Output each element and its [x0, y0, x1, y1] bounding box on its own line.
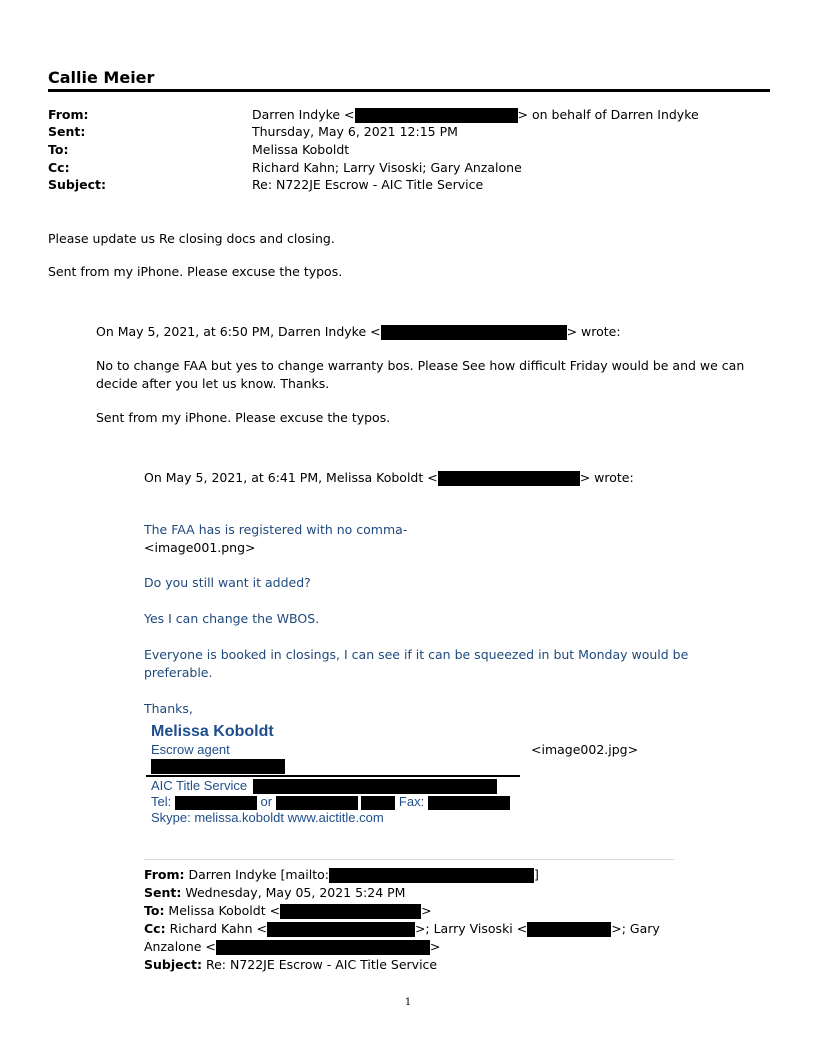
- page-number: 1: [404, 997, 412, 1008]
- fwd-from-label: From:: [144, 867, 185, 882]
- image002-placeholder: <image002.jpg>: [531, 742, 639, 757]
- quote1-intro-prefix: On May 5, 2021, at 6:50 PM, Darren Indyke <: [96, 324, 381, 339]
- redacted-email: [355, 108, 518, 123]
- cc-label: Cc:: [48, 160, 70, 175]
- fwd-from: [144, 867, 539, 883]
- to-value: Melissa Koboldt: [252, 142, 350, 157]
- redacted-ext: [361, 796, 395, 810]
- tel-label: Tel:: [151, 794, 172, 809]
- fwd-to-end: >: [421, 903, 432, 918]
- quote1-para-line-2: decide after you let us know. Thanks.: [96, 376, 330, 391]
- from-value: [252, 107, 699, 123]
- image001-placeholder: <image001.png>: [144, 540, 256, 555]
- or-label: or: [260, 794, 273, 809]
- fwd-cc-mid2: >; Gary: [611, 921, 660, 936]
- fwd-from-end: ]: [533, 867, 539, 882]
- body-line-1: Please update us Re closing docs and closing.: [48, 231, 335, 246]
- redacted-tel-2: [276, 796, 358, 810]
- fwd-cc-line-2: [144, 939, 440, 955]
- subject-label: Subject:: [48, 177, 106, 192]
- signature-name: Melissa Koboldt: [151, 723, 274, 740]
- signature-skype: Skype: melissa.koboldt www.aictitle.com: [151, 810, 384, 825]
- quote2-line-1: The FAA has is registered with no comma-: [144, 522, 408, 537]
- quote1-intro: [96, 324, 621, 340]
- fwd-sent-label: Sent:: [144, 885, 182, 900]
- sent-label: Sent:: [48, 124, 86, 139]
- signature-phones: [151, 794, 510, 810]
- to-label: To:: [48, 142, 69, 157]
- subject-value: Re: N722JE Escrow - AIC Title Service: [252, 177, 484, 192]
- title-rule: [48, 89, 770, 92]
- redacted-email: [381, 325, 567, 340]
- fwd-to-label: To:: [144, 903, 165, 918]
- redacted-email: [216, 940, 430, 955]
- fwd-cc-end: >: [429, 939, 441, 954]
- quote1-signoff: Sent from my iPhone. Please excuse the typos.: [96, 410, 391, 425]
- redacted-email: [280, 904, 421, 919]
- quote1-para-line-1: No to change FAA but yes to change warranty bos. Please See how difficult Friday would be and we can: [96, 358, 745, 373]
- quote2-intro-prefix: On May 5, 2021, at 6:41 PM, Melissa Koboldt <: [144, 470, 438, 485]
- from-label: From:: [48, 107, 89, 122]
- company-name: AIC Title Service: [151, 778, 248, 793]
- fwd-to-value: Melissa Koboldt <: [164, 903, 281, 918]
- quote2-line-4a: Everyone is booked in closings, I can see if it can be squeezed in but Monday would be: [144, 647, 689, 662]
- redacted-address: [253, 779, 497, 794]
- forward-divider: [144, 859, 674, 860]
- fwd-to: [144, 903, 432, 919]
- fwd-sent-value: Wednesday, May 05, 2021 5:24 PM: [181, 885, 406, 900]
- fwd-from-value: Darren Indyke [mailto:: [184, 867, 329, 882]
- sent-value: Thursday, May 6, 2021 12:15 PM: [252, 124, 458, 139]
- fwd-cc-label: Cc:: [144, 921, 166, 936]
- fwd-cc-value: Richard Kahn <: [165, 921, 267, 936]
- fwd-subject: [144, 957, 437, 973]
- redacted-email: [527, 922, 611, 937]
- quote2-line-4b: preferable.: [144, 665, 213, 680]
- redacted-tel-1: [175, 796, 257, 810]
- signature-company: [151, 778, 497, 794]
- fwd-sent: [144, 885, 405, 901]
- body-signoff: Sent from my iPhone. Please excuse the typos.: [48, 264, 343, 279]
- redacted-email: [267, 922, 415, 937]
- fwd-cc: [144, 921, 660, 937]
- quote2-line-3: Yes I can change the WBOS.: [144, 611, 320, 626]
- from-suffix: > on behalf of Darren Indyke: [517, 107, 699, 122]
- quote2-intro: [144, 470, 634, 486]
- quote2-thanks: Thanks,: [144, 701, 193, 716]
- quote2-intro-suffix: > wrote:: [579, 470, 634, 485]
- signature-rule: [146, 775, 520, 777]
- signature-role: Escrow agent: [151, 742, 230, 757]
- quote1-intro-suffix: > wrote:: [566, 324, 621, 339]
- redacted-email: [329, 868, 534, 883]
- redacted-email: [438, 471, 580, 486]
- fwd-subject-value: Re: N722JE Escrow - AIC Title Service: [202, 957, 438, 972]
- fwd-cc-line2-text: Anzalone <: [144, 939, 216, 954]
- fwd-cc-mid: >; Larry Visoski <: [414, 921, 528, 936]
- fax-label: Fax:: [398, 794, 425, 809]
- fwd-subject-label: Subject:: [144, 957, 202, 972]
- quote2-line-2: Do you still want it added?: [144, 575, 311, 590]
- redacted-fax: [428, 796, 510, 810]
- page-title: Callie Meier: [48, 68, 155, 87]
- from-name: Darren Indyke <: [252, 107, 355, 122]
- cc-value: Richard Kahn; Larry Visoski; Gary Anzalone: [252, 160, 522, 175]
- redacted-phone: [151, 759, 285, 774]
